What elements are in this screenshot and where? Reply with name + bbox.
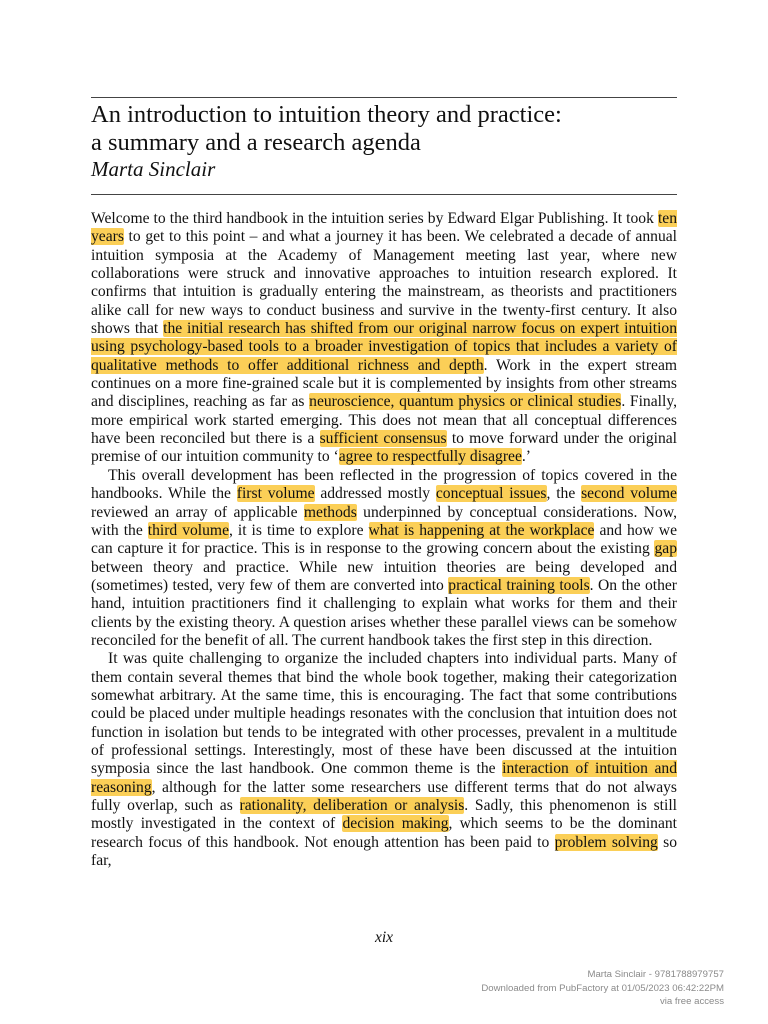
footer-isbn: Marta Sinclair - 9781788979757	[587, 969, 724, 980]
text-run: between theory and practice. While new intuition theories are being developed and (sometimes) tested, very few of them are converted into	[91, 558, 677, 594]
highlighted-text: interaction of intuition and reasoning	[91, 760, 677, 796]
text-run: , which seems to be the dominant research focus of this handbook. Not enough attention has been paid to	[91, 815, 678, 851]
chapter-title-line-2: a summary and a research agenda	[91, 129, 421, 156]
highlighted-text: problem solving	[554, 833, 658, 851]
text-run: . Finally, more empirical work started emerging. This does not mean that all conceptual differences have been reconciled but there is a	[91, 393, 678, 448]
text-run: to move forward under the original premise of our intuition community to ‘	[91, 430, 677, 466]
highlighted-text: decision making	[342, 815, 449, 833]
highlighted-text: second volume	[581, 485, 677, 503]
highlighted-text: gap	[654, 540, 677, 558]
chapter-title	[91, 101, 691, 157]
top-rule	[91, 97, 677, 98]
text-run: This overall development has been reflected in the progression of topics covered in the handbooks. While the	[91, 466, 677, 503]
highlighted-text: neuroscience, quantum physics or clinical studies	[309, 393, 622, 411]
text-run: reviewed an array of applicable	[91, 503, 304, 521]
body-text	[91, 210, 677, 870]
highlighted-text: conceptual issues	[435, 485, 547, 503]
highlighted-text: what is happening at the workplace	[368, 521, 595, 539]
highlighted-text: third volume	[147, 521, 229, 539]
text-run: underpinned by conceptual considerations. Now, with the	[91, 503, 677, 539]
body-paragraph	[91, 467, 677, 650]
text-run: so far,	[91, 833, 677, 870]
text-run: and how we can capture it for practice. This is in response to the growing concern about the existing	[91, 521, 677, 558]
text-run: Welcome to the third handbook in the intuition series by Edward Elgar Publishing. It took	[91, 210, 658, 227]
author-name: Marta Sinclair	[91, 157, 216, 181]
chapter-title-line-1: An introduction to intuition theory and practice:	[91, 101, 562, 128]
download-footer	[481, 968, 724, 1009]
highlighted-text: practical training tools	[448, 576, 590, 594]
text-run: , although for the latter some researchers use different terms that do not always fully overlap, such as	[91, 778, 677, 814]
page-number: xix	[374, 929, 394, 946]
text-run: . Work in the expert stream continues on a more fine-grained scale but it is complemented by insights from other streams and disciplines, reaching as far as	[91, 356, 677, 411]
highlighted-text: methods	[303, 503, 357, 521]
text-run: , the	[546, 485, 582, 503]
text-run: , it is time to explore	[229, 521, 369, 539]
text-run: It was quite challenging to organize the included chapters into individual parts. Many of them contain several themes that bind the whole book together, making their categorization somewhat arbitrary. At the same time, this is encouraging. The fact that some contributions could be placed under multiple headings resonates with the conclusion that intuition does not function in isolation but tends to be integrated with other processes, prevalent in a multitude of professional settings. Interestingly, most of these have been discussed at the intuition symposia since the last handbook. One common theme is the	[91, 650, 677, 778]
highlighted-text: sufficient consensus	[319, 430, 447, 448]
footer-access: via free access	[660, 996, 724, 1007]
bottom-rule	[91, 194, 677, 195]
text-run: . Sadly, this phenomenon is still mostly investigated in the context of	[91, 797, 677, 833]
highlighted-text: rationality, deliberation or analysis	[239, 797, 465, 814]
highlighted-text: first volume	[236, 485, 315, 503]
footer-download-info: Downloaded from PubFactory at 01/05/2023 06:42:22PM	[481, 982, 724, 994]
text-run: .’	[521, 448, 531, 466]
text-run: addressed mostly	[314, 485, 436, 503]
text-run: to get to this point – and what a journey it has been. We celebrated a decade of annual intuition symposia at the Academy of Management meeting last year, where new collaborations were struck and innovative approaches to intuition research explored. It confirms that intuition is gradually entering the mainstream, as theorists and practitioners alike call for new ways to conduct business and survive in the twenty-first century. It also shows that	[91, 228, 677, 338]
body-paragraph	[91, 650, 677, 870]
body-paragraph	[91, 210, 677, 467]
highlighted-text: agree to respectfully disagree	[338, 448, 522, 466]
highlighted-text: the initial research has shifted from our original narrow focus on expert intuition using psychology-based tools to a broader investigation of topics that includes a variety of qualitative methods to offer additional richness and depth	[91, 320, 678, 374]
highlighted-text: ten years	[91, 210, 677, 246]
text-run: . On the other hand, intuition practitioners find it challenging to explain what works for them and their clients by the existing theory. A question arises whether these parallel views can be somehow reconciled for the benefit of all. The current handbook takes the first step in this direction.	[91, 576, 677, 649]
